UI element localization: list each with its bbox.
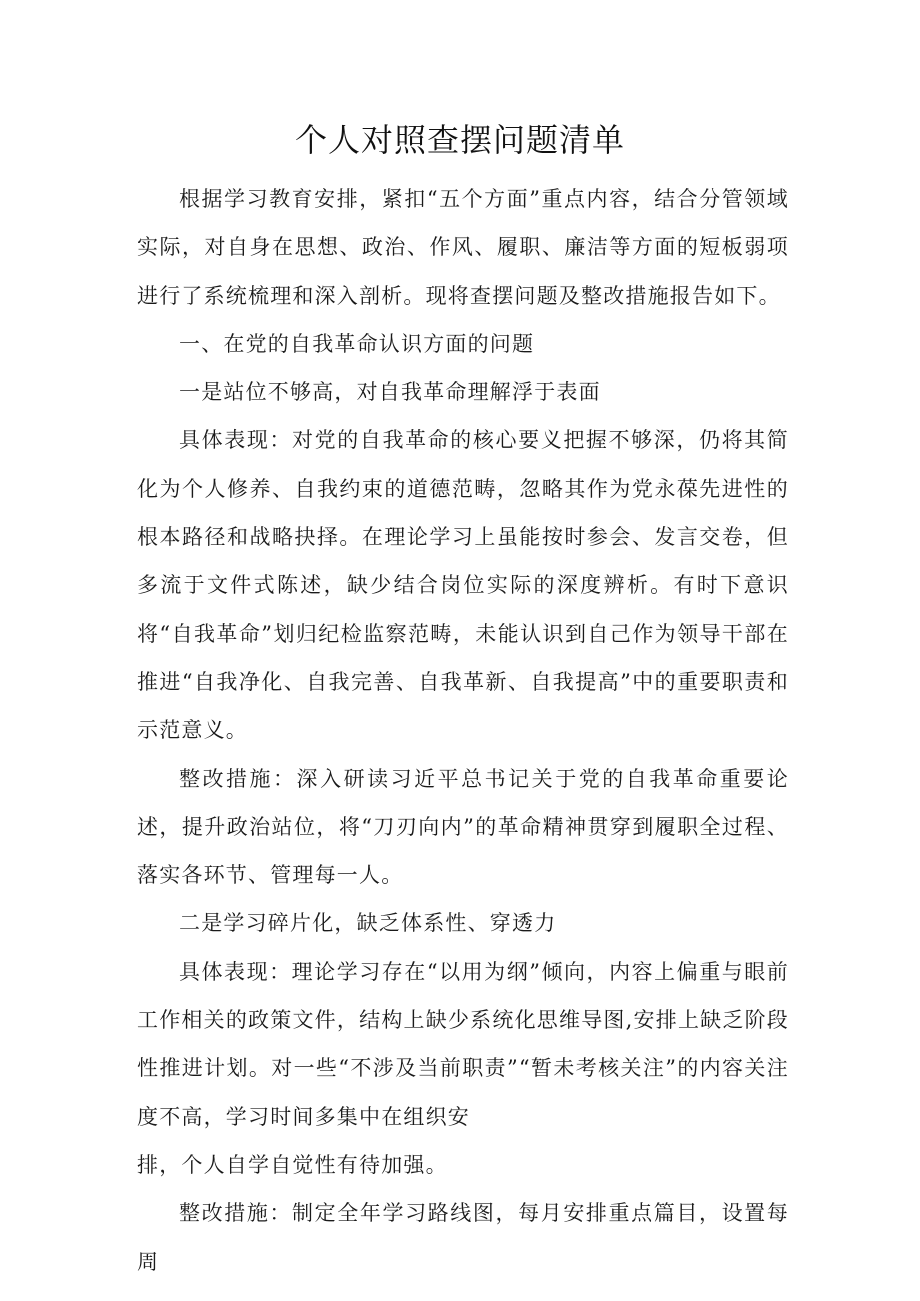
document-title: 个人对照查摆问题清单 [294,121,625,159]
document-body [137,175,789,1286]
section-heading-1: 一、在党的自我革命认识方面的问题 [179,331,535,356]
subheading-2: 二是学习碎片化，缺乏体系性、穿透力 [179,911,557,936]
manifestation-paragraph-1: 具体表现：对党的自我革命的核心要义把握不够深，仍将其简化为个人修养、自我约束的道德范畴，忽略其作为党永葆先进性的根本路径和战略抉择。在理论学习上虽能按时参会、发言交卷，但多流于文件式陈述，缺少结合岗位实际的深度辨析。有时下意识将“自我革命”划归纪检监察范畴，未能认识到自己作为领导干部在推进“自我净化、自我完善、自我革新、自我提高”中的重要职责和示范意义。 [137,428,789,743]
intro-paragraph: 根据学习教育安排，紧扣“五个方面”重点内容，结合分管领域实际，对自身在思想、政治、作风、履职、廉洁等方面的短板弱项进行了系统梳理和深入剖析。现将查摆问题及整改措施报告如下。 [137,187,789,308]
manifestation-paragraph-2-continued: 排，个人自学自觉性有待加强。 [137,1152,448,1177]
subheading-1: 一是站位不够高，对自我革命理解浮于表面 [179,380,601,405]
manifestation-paragraph-2: 具体表现：理论学习存在“以用为纲”倾向，内容上偏重与眼前工作相关的政策文件，结构上缺少系统化思维导图,安排上缺乏阶段性推进计划。对一些“不涉及当前职责”“暂未考核关注”的内容关注度不高，学习时间多集中在组织安 [137,959,789,1129]
measures-paragraph-2: 整改措施：制定全年学习路线图，每月安排重点篇目，设置每周 [137,1201,789,1274]
measures-paragraph-1: 整改措施：深入研读习近平总书记关于党的自我革命重要论述，提升政治站位，将“刀刃向内”的革命精神贯穿到履职全过程、落实各环节、管理每一人。 [137,766,789,888]
